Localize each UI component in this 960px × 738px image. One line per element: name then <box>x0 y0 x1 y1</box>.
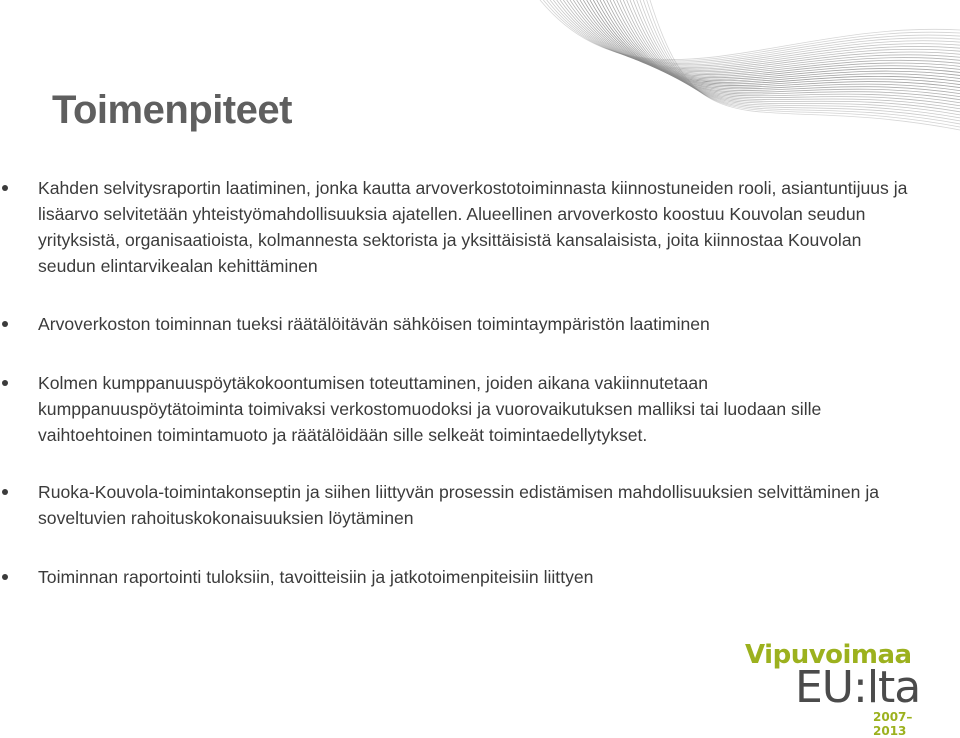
wave-line <box>643 0 960 124</box>
wave-line <box>557 0 960 66</box>
wave-line <box>583 0 960 78</box>
wave-line <box>607 0 960 91</box>
wave-line <box>587 0 960 79</box>
bullet-dot <box>2 185 8 191</box>
wave-line <box>577 0 960 75</box>
wave-line <box>593 0 960 82</box>
vipuvoimaa-eu-logo <box>745 640 945 738</box>
wave-line <box>553 0 960 65</box>
wave-line <box>590 0 960 81</box>
bullet-item-3: Kolmen kumppanuuspöytäkokoontumisen toteuttaminen, joiden aikana vakiinnutetaan kumppanuuspöytätoiminta toimivaksi verkostomuodoksi ja vuorovaikutuksen malliksi tai luodaan sille vaihtoehtoinen toimintamuoto ja räätälöidään sille selkeät toimintaedellytykset. <box>38 373 822 445</box>
wave-line <box>610 0 960 94</box>
logo-years-text: 2007–2013 <box>873 710 913 738</box>
wave-line <box>597 0 960 84</box>
wave-line <box>630 0 960 112</box>
wave-line <box>543 0 960 61</box>
wave-line <box>540 0 960 60</box>
wave-line <box>567 0 960 70</box>
slide-title: Toimenpiteet <box>52 88 292 132</box>
wave-line <box>600 0 960 86</box>
wave-line <box>573 0 960 73</box>
bullet-item-2: Arvoverkoston toiminnan tueksi räätälöitävän sähköisen toimintaympäristön laatiminen <box>38 314 710 334</box>
wave-line <box>570 0 960 72</box>
bullet-item-4: Ruoka-Kouvola-toimintakonseptin ja siihen liittyvän prosessin edistämisen mahdollisuuksien selvittäminen ja soveltuvien rahoituskokonaisuuksien löytäminen <box>38 482 880 528</box>
bullet-dot <box>2 321 8 327</box>
logo-vipuvoimaa-text: Vipuvoimaa <box>745 640 912 670</box>
bullet-dot <box>2 489 8 495</box>
wave-line <box>633 0 960 115</box>
bullet-dot <box>2 574 8 580</box>
wave-line <box>637 0 960 118</box>
wave-line <box>627 0 960 109</box>
wave-line <box>580 0 960 76</box>
wave-line <box>623 0 960 106</box>
wave-line <box>640 0 960 121</box>
bullet-item-1: Kahden selvitysraportin laatiminen, jonka kautta arvoverkostotoiminnasta kiinnostuneiden rooli, asiantuntijuus ja lisäarvo selvitetään yhteistyömahdollisuuksia ajatellen. Alueellinen arvoverkosto koostuu Kouvolan seudun yrityksistä, organisaatioista, kolmannesta sektorista ja yksittäisistä kansalaisista, joita kiinnostaa Kouvolan seudun elintarvikealan kehittäminen <box>38 178 908 276</box>
wave-line <box>547 0 960 62</box>
wave-line <box>617 0 960 100</box>
wave-line <box>603 0 960 88</box>
wave-line <box>563 0 960 69</box>
logo-eu-text: EU:lta <box>795 662 921 713</box>
wave-line <box>613 0 960 97</box>
wave-line <box>647 0 960 127</box>
bullet-item-5: Toiminnan raportointi tuloksiin, tavoitteisiin ja jatkotoimenpiteisiin liittyen <box>38 567 594 587</box>
wave-line <box>550 0 960 64</box>
wave-line <box>560 0 960 68</box>
wave-line <box>650 0 960 130</box>
wave-line <box>620 0 960 103</box>
bullet-dot <box>2 380 8 386</box>
